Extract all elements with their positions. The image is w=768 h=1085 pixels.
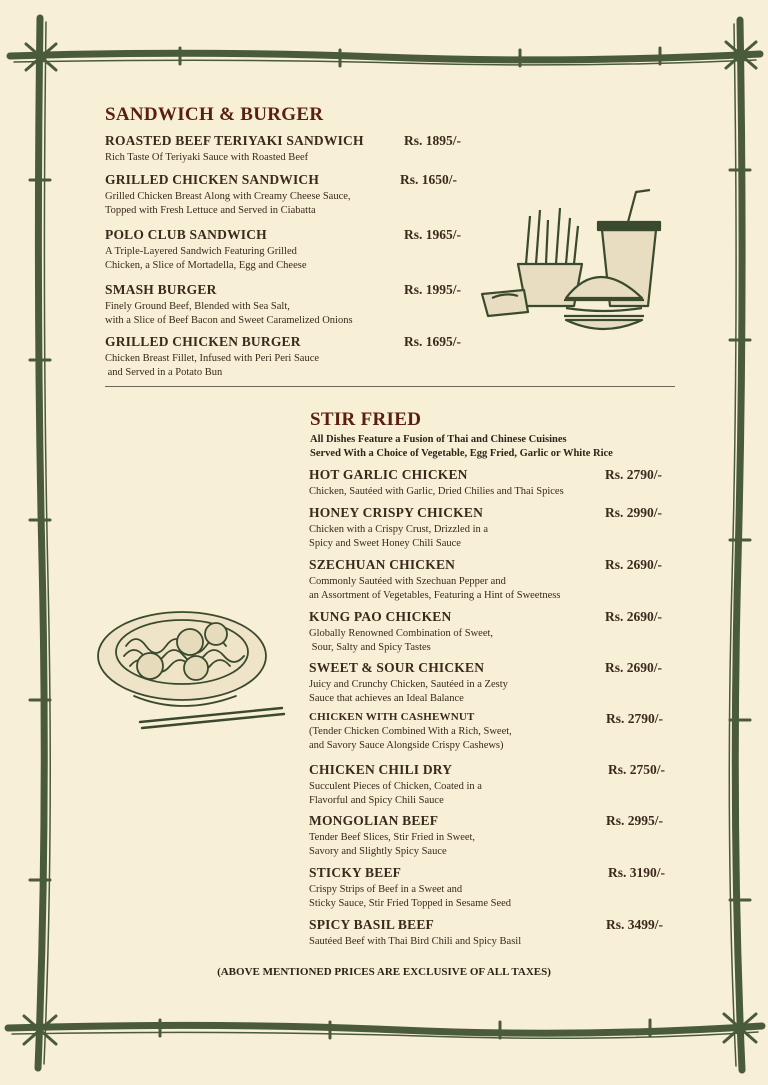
item-name: STICKY BEEF <box>309 865 402 880</box>
menu-item <box>309 557 669 603</box>
item-name: SZECHUAN CHICKEN <box>309 557 456 572</box>
item-name: GRILLED CHICKEN SANDWICH <box>105 172 320 187</box>
item-description: Chicken, Sautéed with Garlic, Dried Chilies and Thai Spices <box>309 486 564 497</box>
item-price: Rs. 2990/- <box>605 505 662 520</box>
item-price: Rs. 2690/- <box>605 609 662 624</box>
item-price: Rs. 1895/- <box>404 133 461 148</box>
section-note: All Dishes Feature a Fusion of Thai and Chinese Cuisines Served With a Choice of Vegetable, Egg Fried, Garlic or White Rice <box>310 434 613 459</box>
noodle-bowl-illustration <box>96 604 296 754</box>
item-description: Sautéed Beef with Thai Bird Chili and Spicy Basil <box>309 936 522 947</box>
tax-disclaimer: (ABOVE MENTIONED PRICES ARE EXCLUSIVE OF ALL TAXES) <box>217 966 551 978</box>
item-description: Globally Renowned Combination of Sweet, Sour, Salty and Spicy Tastes <box>309 628 494 653</box>
item-name: ROASTED BEEF TERIYAKI SANDWICH <box>105 133 364 148</box>
item-description: Juicy and Crunchy Chicken, Sautéed in a Zesty Sauce that achieves an Ideal Balance <box>309 679 508 704</box>
menu-item <box>105 227 465 273</box>
menu-item <box>105 282 465 328</box>
item-price: Rs. 1995/- <box>404 282 461 297</box>
item-name: SMASH BURGER <box>105 282 217 297</box>
item-name: GRILLED CHICKEN BURGER <box>105 334 301 349</box>
item-name: MONGOLIAN BEEF <box>309 813 439 828</box>
menu-item <box>309 467 669 499</box>
item-price: Rs. 3499/- <box>606 917 663 932</box>
menu-item <box>105 172 465 218</box>
item-description: Tender Beef Slices, Stir Fried in Sweet, Savory and Slightly Spicy Sauce <box>309 832 476 857</box>
item-price: Rs. 1965/- <box>404 227 461 242</box>
menu-item <box>105 133 465 165</box>
item-description: Finely Ground Beef, Blended with Sea Salt, with a Slice of Beef Bacon and Sweet Caramelized Onions <box>105 301 353 326</box>
item-price: Rs. 3190/- <box>608 865 665 880</box>
item-description: Chicken with a Crispy Crust, Drizzled in a Spicy and Sweet Honey Chili Sauce <box>309 524 489 549</box>
item-description: Commonly Sautéed with Szechuan Pepper and an Assortment of Vegetables, Featuring a Hint of Sweetness <box>309 576 561 601</box>
menu-item <box>309 505 669 551</box>
section-title-sandwich: SANDWICH & BURGER <box>105 104 324 125</box>
item-name: HOT GARLIC CHICKEN <box>309 467 468 482</box>
burger-fries-illustration <box>478 186 674 342</box>
item-price: Rs. 2690/- <box>605 557 662 572</box>
item-price: Rs. 2750/- <box>608 762 665 777</box>
item-description: Grilled Chicken Breast Along with Creamy Cheese Sauce, Topped with Fresh Lettuce and Served in Ciabatta <box>105 191 351 216</box>
item-name: CHICKEN CHILI DRY <box>309 762 453 777</box>
menu-item <box>309 762 669 808</box>
item-price: Rs. 2995/- <box>606 813 663 828</box>
section-title-stir-fried: STIR FRIED <box>310 409 422 430</box>
menu-item <box>309 917 669 949</box>
menu-item <box>309 865 669 911</box>
item-description: Rich Taste Of Teriyaki Sauce with Roasted Beef <box>105 152 309 163</box>
item-price: Rs. 1695/- <box>404 334 461 349</box>
item-name: KUNG PAO CHICKEN <box>309 609 452 624</box>
item-description: (Tender Chicken Combined With a Rich, Sweet, and Savory Sauce Alongside Crispy Cashews) <box>309 726 512 751</box>
item-description: Crispy Strips of Beef in a Sweet and Sticky Sauce, Stir Fried Topped in Sesame Seed <box>309 884 512 909</box>
item-price: Rs. 1650/- <box>400 172 457 187</box>
menu-item <box>309 711 669 753</box>
item-name: POLO CLUB SANDWICH <box>105 227 267 242</box>
item-description: A Triple-Layered Sandwich Featuring Grilled Chicken, a Slice of Mortadella, Egg and Cheese <box>105 246 307 271</box>
item-description: Succulent Pieces of Chicken, Coated in a Flavorful and Spicy Chili Sauce <box>309 781 482 806</box>
section-divider <box>105 386 675 387</box>
item-price: Rs. 2690/- <box>605 660 662 675</box>
item-name: CHICKEN WITH CASHEWNUT <box>309 711 475 723</box>
item-name: SWEET & SOUR CHICKEN <box>309 660 485 675</box>
item-price: Rs. 2790/- <box>605 467 662 482</box>
menu-item <box>309 660 669 706</box>
menu-item <box>309 609 669 655</box>
menu-item <box>309 813 669 859</box>
item-price: Rs. 2790/- <box>606 711 663 726</box>
item-name: HONEY CRISPY CHICKEN <box>309 505 484 520</box>
menu-item <box>105 334 465 380</box>
item-description: Chicken Breast Fillet, Infused with Peri Peri Sauce and Served in a Potato Bun <box>105 353 320 378</box>
item-name: SPICY BASIL BEEF <box>309 917 434 932</box>
